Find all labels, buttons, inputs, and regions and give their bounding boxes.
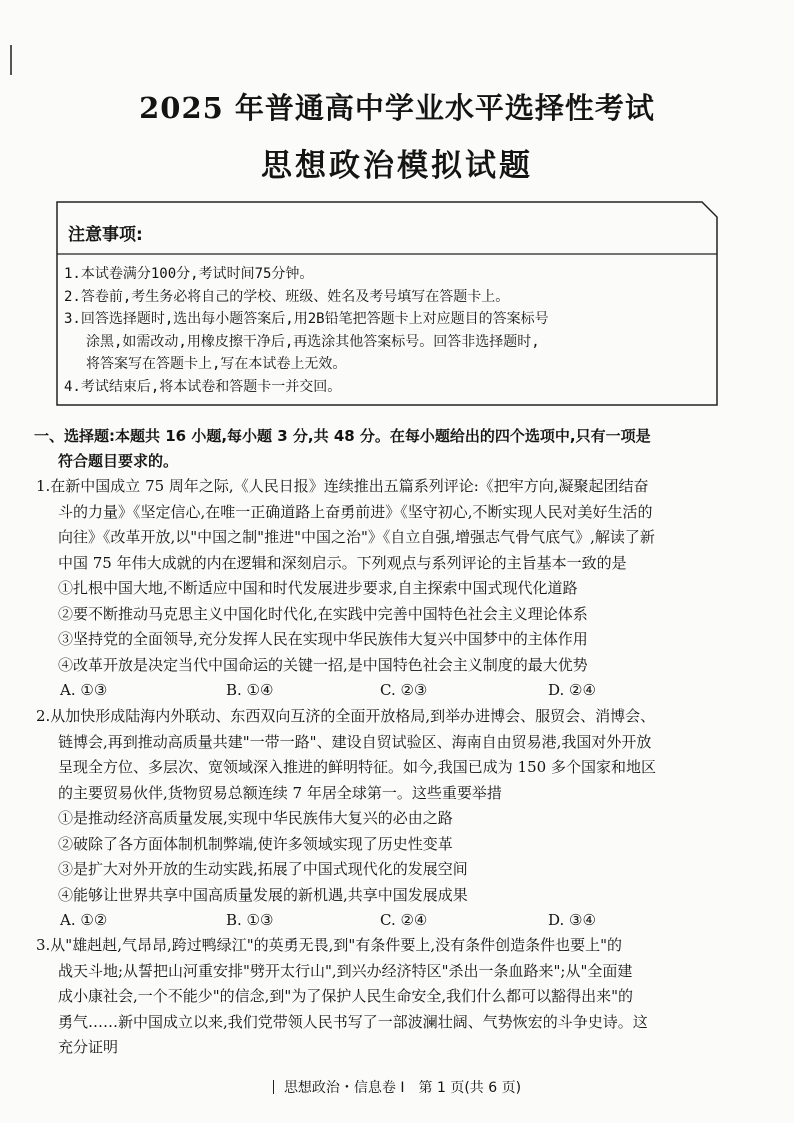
notice-item: 4.考试结束后,将本试卷和答题卡一并交回。 bbox=[64, 378, 342, 395]
statement-option: ②要不断推动马克思主义中国化时代化,在实践中完善中国特色社会主义理论体系 bbox=[58, 604, 588, 623]
section-heading-line: 一、选择题:本题共 16 小题,每小题 3 分,共 48 分。在每小题给出的四个选项中,只有一项是 bbox=[34, 427, 651, 445]
footer-text: 思想政治・信息卷 Ⅰ 第 1 页(共 6 页) bbox=[283, 1080, 522, 1096]
question-stem-line: 斗的力量》《坚定信心,在唯一正确道路上奋勇前进》《坚守初心,不断实现人民对美好生活的 bbox=[58, 502, 653, 521]
choice-c: C. ②④ bbox=[380, 911, 428, 929]
answer-choices bbox=[36, 908, 736, 934]
statement-option: ④能够让世界共享中国高质量发展的新机遇,共享中国发展成果 bbox=[58, 885, 468, 904]
choice-c: C. ②③ bbox=[380, 681, 428, 699]
question-stem-line: 2.从加快形成陆海内外联动、东西双向互济的全面开放格局,到举办进博会、服贸会、消博会、 bbox=[36, 707, 656, 725]
question-stem-line: 链博会,再到推动高质量共建"一带一路"、建设自贸试验区、海南自由贸易港,我国对外开放 bbox=[58, 732, 652, 751]
notice-heading: 注意事项: bbox=[68, 225, 143, 245]
exam-subtitle: 思想政治模拟试题 bbox=[261, 148, 533, 184]
footer-divider bbox=[273, 1080, 274, 1094]
notice-box bbox=[56, 201, 718, 406]
question-stem-line: 呈现全方位、多层次、宽领域深入推进的鲜明特征。如今,我国已成为 150 多个国家和地区 bbox=[58, 758, 656, 776]
notice-item: 涂黑,如需改动,用橡皮擦干净后,再选涂其他答案标号。回答非选择题时, bbox=[86, 333, 540, 350]
question-stem-line: 3.从"雄赳赳,气昂昂,跨过鸭绿江"的英勇无畏,到"有条件要上,没有条件创造条件也要上"的 bbox=[36, 936, 622, 954]
choice-d: D. ②④ bbox=[548, 681, 596, 699]
statement-option: ④改革开放是决定当代中国命运的关键一招,是中国特色社会主义制度的最大优势 bbox=[58, 655, 588, 674]
question-2 bbox=[36, 704, 736, 934]
question-stem-line: 的主要贸易伙伴,货物贸易总额连续 7 年居全球第一。这些重要举措 bbox=[58, 783, 502, 802]
scan-edge-mark bbox=[10, 45, 12, 75]
page-footer bbox=[0, 1077, 794, 1097]
answer-choices bbox=[36, 678, 736, 704]
question-stem-line: 成小康社会,一个不能少"的信念,到"为了保护人民生命安全,我们什么都可以豁得出来"的 bbox=[58, 987, 634, 1005]
choice-d: D. ③④ bbox=[548, 911, 596, 929]
notice-item: 2.答卷前,考生务必将自己的学校、班级、姓名及考号填写在答题卡上。 bbox=[64, 288, 510, 305]
section-heading-line: 符合题目要求的。 bbox=[58, 452, 179, 470]
exam-title: 2025 年普通高中学业水平选择性考试 bbox=[139, 91, 655, 125]
choice-b: B. ①③ bbox=[226, 911, 274, 929]
notice-item: 3.回答选择题时,选出每小题答案后,用2B铅笔把答题卡上对应题目的答案标号 bbox=[64, 311, 549, 327]
notice-item: 将答案写在答题卡上,写在本试卷上无效。 bbox=[86, 356, 347, 372]
section-heading bbox=[34, 424, 734, 474]
statement-option: ①扎根中国大地,不断适应中国和时代发展进步要求,自主探索中国式现代化道路 bbox=[58, 579, 578, 597]
question-stem-line: 中国 75 年伟大成就的内在逻辑和深刻启示。下列观点与系列评论的主旨基本一致的是 bbox=[58, 553, 627, 572]
choice-a: A. ①② bbox=[60, 911, 108, 929]
question-stem-line: 向往》《改革开放,以"中国之制"推进"中国之治"》《自立自强,增强志气骨气底气》,解读了新 bbox=[58, 528, 655, 546]
statement-option: ①是推动经济高质量发展,实现中华民族伟大复兴的必由之路 bbox=[58, 809, 453, 827]
question-stem-line: 1.在新中国成立 75 周年之际,《人民日报》连续推出五篇系列评论:《把牢方向,凝聚起团结奋 bbox=[36, 477, 649, 495]
choice-a: A. ①③ bbox=[60, 681, 108, 699]
question-3 bbox=[36, 933, 736, 1061]
question-1 bbox=[36, 474, 736, 704]
question-stem-line: 勇气……新中国成立以来,我们党带领人民书写了一部波澜壮阔、气势恢宏的斗争史诗。这 bbox=[58, 1012, 648, 1031]
notice-item: 1.本试卷满分100分,考试时间75分钟。 bbox=[64, 266, 314, 282]
question-stem-line: 战天斗地;从誓把山河重安排"劈开太行山",到兴办经济特区"杀出一条血路来";从"全面建 bbox=[58, 961, 633, 980]
choice-b: B. ①④ bbox=[226, 681, 274, 699]
statement-option: ②破除了各方面体制机制弊端,使许多领域实现了历史性变革 bbox=[58, 834, 453, 853]
statement-option: ③坚持党的全面领导,充分发挥人民在实现中华民族伟大复兴中国梦中的主体作用 bbox=[58, 630, 588, 648]
notice-list bbox=[64, 263, 712, 398]
statement-option: ③是扩大对外开放的生动实践,拓展了中国式现代化的发展空间 bbox=[58, 860, 468, 878]
question-stem-line: 充分证明 bbox=[58, 1038, 119, 1056]
